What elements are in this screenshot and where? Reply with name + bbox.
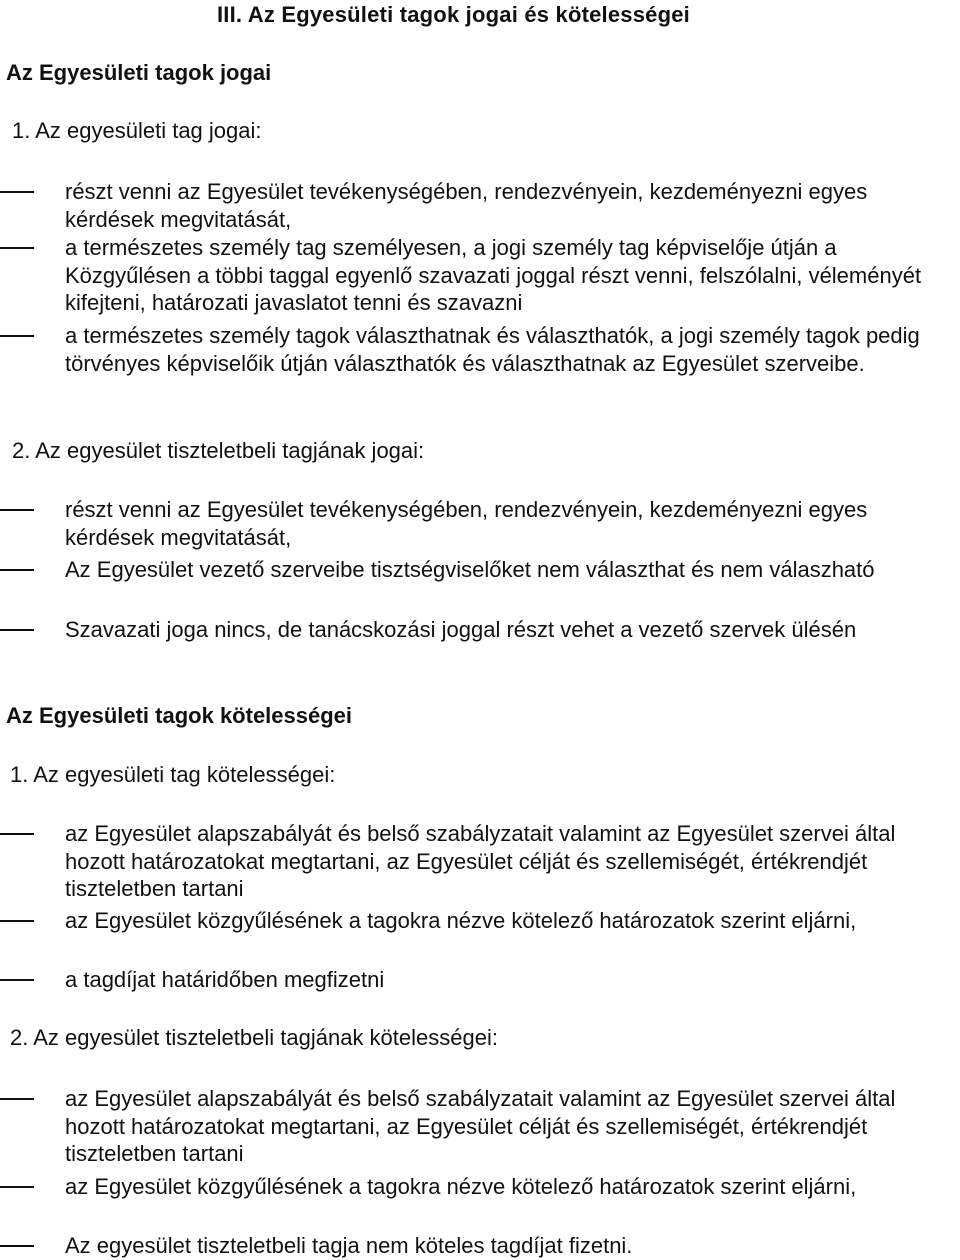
duties-heading: Az Egyesületi tagok kötelességei: [6, 703, 353, 728]
dash-bullet: [0, 509, 34, 511]
page-title: III. Az Egyesületi tagok jogai és kötelességei: [217, 2, 690, 27]
dash-bullet: [0, 335, 34, 337]
dash-bullet: [0, 629, 34, 631]
list-item-text: az Egyesület közgyűlésének a tagokra nézve kötelező határozatok szerint eljárni,: [65, 1174, 857, 1199]
duties-section-1-label: 1. Az egyesületi tag kötelességei:: [10, 762, 336, 787]
list-item-text: a természetes személy tag személyesen, a jogi személy tag képviselője útján a Közgyűlésen a többi taggal egyenlő szavazati joggal részt venni, felszólalni, véleményét kifejteni, határozati javaslatot tenni és szavazni: [65, 235, 922, 315]
list-item-text: Az Egyesület vezető szerveibe tisztségviselőket nem választhat és nem válaszható: [65, 557, 875, 582]
list-item-text: a tagdíjat határidőben megfizetni: [65, 967, 385, 992]
list-item-text: részt venni az Egyesület tevékenységében, rendezvényein, kezdeményezni egyes kérdések megvitatását,: [65, 179, 868, 232]
list-item-text: Szavazati joga nincs, de tanácskozási joggal részt vehet a vezető szervek ülésén: [65, 617, 857, 642]
rights-heading: Az Egyesületi tagok jogai: [6, 60, 272, 85]
rights-section-1-label: 1. Az egyesületi tag jogai:: [12, 118, 262, 143]
dash-bullet: [0, 979, 34, 981]
list-item-text: Az egyesület tiszteletbeli tagja nem köteles tagdíjat fizetni.: [65, 1233, 633, 1258]
rights-section-2-label: 2. Az egyesület tiszteletbeli tagjának jogai:: [12, 438, 425, 463]
list-item-text: a természetes személy tagok választhatnak és választhatók, a jogi személy tagok pedig törvényes képviselőik útján választhatók és választhatnak az Egyesület szerveibe.: [65, 323, 920, 376]
dash-bullet: [0, 1245, 34, 1247]
dash-bullet: [0, 569, 34, 571]
dash-bullet: [0, 833, 34, 835]
dash-bullet: [0, 920, 34, 922]
list-item-text: az Egyesület közgyűlésének a tagokra nézve kötelező határozatok szerint eljárni,: [65, 908, 857, 933]
list-item-text: az Egyesület alapszabályát és belső szabályzatait valamint az Egyesület szervei által hozott határozatokat megtartani, az Egyesület célját és szellemiségét, értékrendjét tiszteletben tartani: [65, 821, 896, 901]
dash-bullet: [0, 191, 34, 193]
dash-bullet: [0, 247, 34, 249]
dash-bullet: [0, 1098, 34, 1100]
dash-bullet: [0, 1186, 34, 1188]
list-item-text: az Egyesület alapszabályát és belső szabályzatait valamint az Egyesület szervei által hozott határozatokat megtartani, az Egyesület célját és szellemiségét, értékrendjét tiszteletben tartani: [65, 1086, 896, 1166]
duties-section-2-label: 2. Az egyesület tiszteletbeli tagjának kötelességei:: [10, 1025, 498, 1050]
list-item-text: részt venni az Egyesület tevékenységében, rendezvényein, kezdeményezni egyes kérdések megvitatását,: [65, 497, 868, 550]
